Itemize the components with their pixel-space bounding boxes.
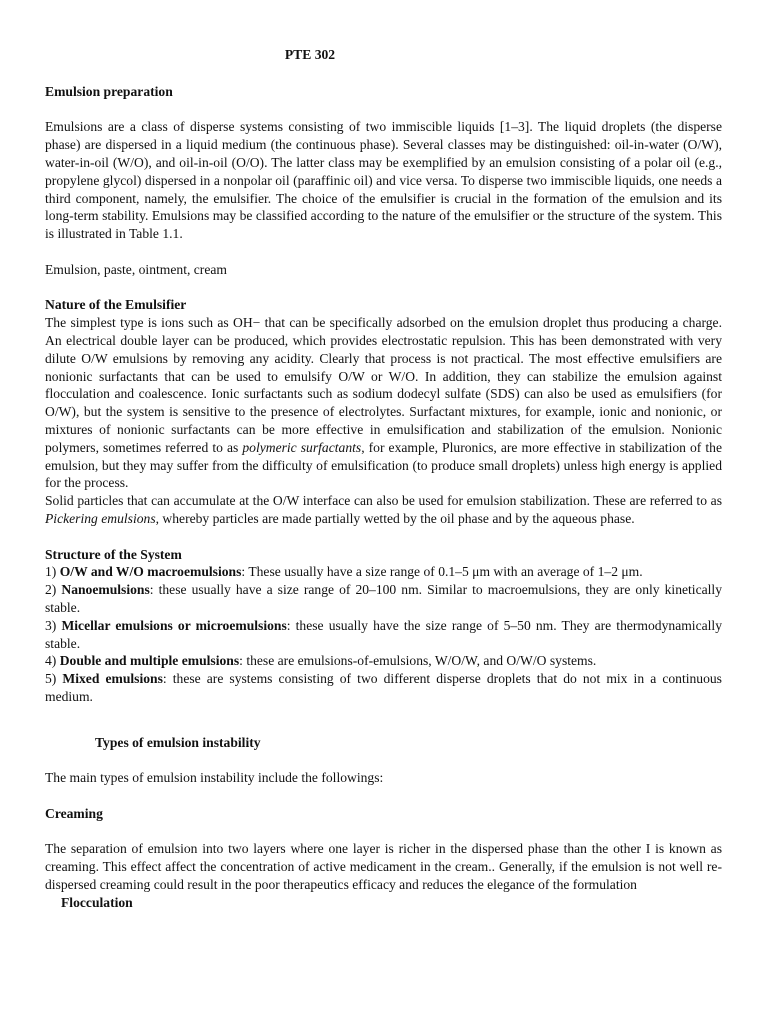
list-term: Mixed emulsions [62, 671, 163, 687]
list-item-structure [45, 670, 722, 706]
list-item-structure [45, 617, 722, 653]
italic-term-pickering-emulsions: Pickering emulsions [45, 510, 156, 526]
page-title: PTE 302 [284, 47, 336, 62]
paragraph-emulsion-types-line: Emulsion, paste, ointment, cream [45, 261, 227, 277]
text-span: , whereby particles are made partially wetted by the oil phase and by the aqueous phase. [155, 510, 635, 526]
paragraph-emulsion-intro: Emulsions are a class of disperse systems consisting of two immiscible liquids [1–3]. The liquid droplets (the disperse phase) are dispersed in a liquid medium (the continuous phase). Several classes may be distinguished: oil-in-water (O/W), water-in-oil (W/O), and oil-in-oil (O/O). The latter class may be exemplified by an emulsion consisting of a polar oil (e.g., propylene glycol) dispersed in a nonpolar oil (paraffinic oil) and vice versa. To disperse two immiscible liquids, one needs a third component, namely, the emulsifier. The choice of the emulsifier is crucial in the formation of the emulsion and its long-term stability. Emulsions may be classified according to the nature of the emulsifier or the structure of the system. This is illustrated in Table 1.1. [45, 119, 722, 242]
list-term: Micellar emulsions or microemulsions [61, 617, 287, 633]
list-item-structure [45, 581, 722, 617]
text-span: , for example, Pluronics, are more effective in stabilization of the emulsion, but they may suffer from the difficulty of emulsification (to produce small droplets) unless high energy is applied for the process. [45, 439, 722, 491]
paragraph-instability-intro: The main types of emulsion instability include the followings: [45, 770, 384, 786]
list-number: 2) [45, 582, 62, 598]
paragraph-nature-1 [45, 314, 722, 492]
list-text: : these are systems consisting of two different disperse droplets that do not mix in a continuous medium. [45, 671, 722, 704]
list-number: 5) [45, 671, 63, 687]
list-item-structure [45, 652, 722, 670]
list-number: 3) [45, 617, 62, 633]
list-term: O/W and W/O macroemulsions [59, 564, 242, 580]
heading-nature-of-emulsifier: Nature of the Emulsifier [45, 297, 187, 313]
paragraph-nature-2 [45, 492, 722, 528]
document-page [45, 46, 722, 912]
heading-flocculation: Flocculation [61, 894, 133, 910]
list-term: Double and multiple emulsions [59, 653, 240, 669]
list-term: Nanoemulsions [61, 582, 150, 598]
italic-term-polymeric-surfactants: polymeric surfactants [242, 439, 362, 455]
list-text: : These usually have a size range of 0.1–5 μm with an average of 1–2 μm. [241, 564, 643, 580]
list-item-structure [45, 563, 722, 581]
heading-creaming: Creaming [45, 805, 103, 821]
heading-structure-of-system: Structure of the System [45, 546, 182, 562]
list-text: : these usually have a size range of 20–100 nm. Similar to macroemulsions, they are only kinetically stable. [45, 582, 722, 615]
list-number: 1) [45, 564, 60, 580]
list-text: : these are emulsions-of-emulsions, W/O/W, and O/W/O systems. [239, 653, 597, 669]
text-span: The simplest type is ions such as OH− that can be specifically adsorbed on the emulsion droplet thus producing a charge. An electrical double layer can be produced, which provides electrostatic repulsion. This has been demonstrated with very dilute O/W emulsions by removing any acidity. Clearly that process is not practical. The most effective emulsifiers are nonionic surfactants that can be used to emulsify O/W or W/O. In addition, they can stabilize the emulsion against flocculation and coalescence. Ionic surfactants such as sodium dodecyl sulfate (SDS) can also be used as emulsifiers (for O/W), but the system is sensitive to the presence of electrolytes. Surfactant mixtures, for example, ionic and nonionic, or mixtures of nonionic surfactants can be more effective in emulsification and stabilization of the emulsion. Nonionic polymers, sometimes referred to as [45, 315, 722, 455]
text-span: Solid particles that can accumulate at the O/W interface can also be used for emulsion stabilization. These are referred to as [45, 493, 722, 509]
heading-emulsion-preparation: Emulsion preparation [45, 83, 173, 99]
list-text: : these usually have the size range of 5–50 nm. They are thermodynamically stable. [45, 617, 722, 651]
heading-emulsion-instability: Types of emulsion instability [95, 734, 261, 750]
paragraph-creaming: The separation of emulsion into two layers where one layer is richer in the dispersed phase than the other I is known as creaming. This effect affect the concentration of active medicament in the cream.. Generally, if the emulsion is not well re-dispersed creaming could result in the poor therapeutics efficacy and reduces the elegance of the formulation [45, 841, 722, 893]
list-number: 4) [45, 653, 60, 669]
